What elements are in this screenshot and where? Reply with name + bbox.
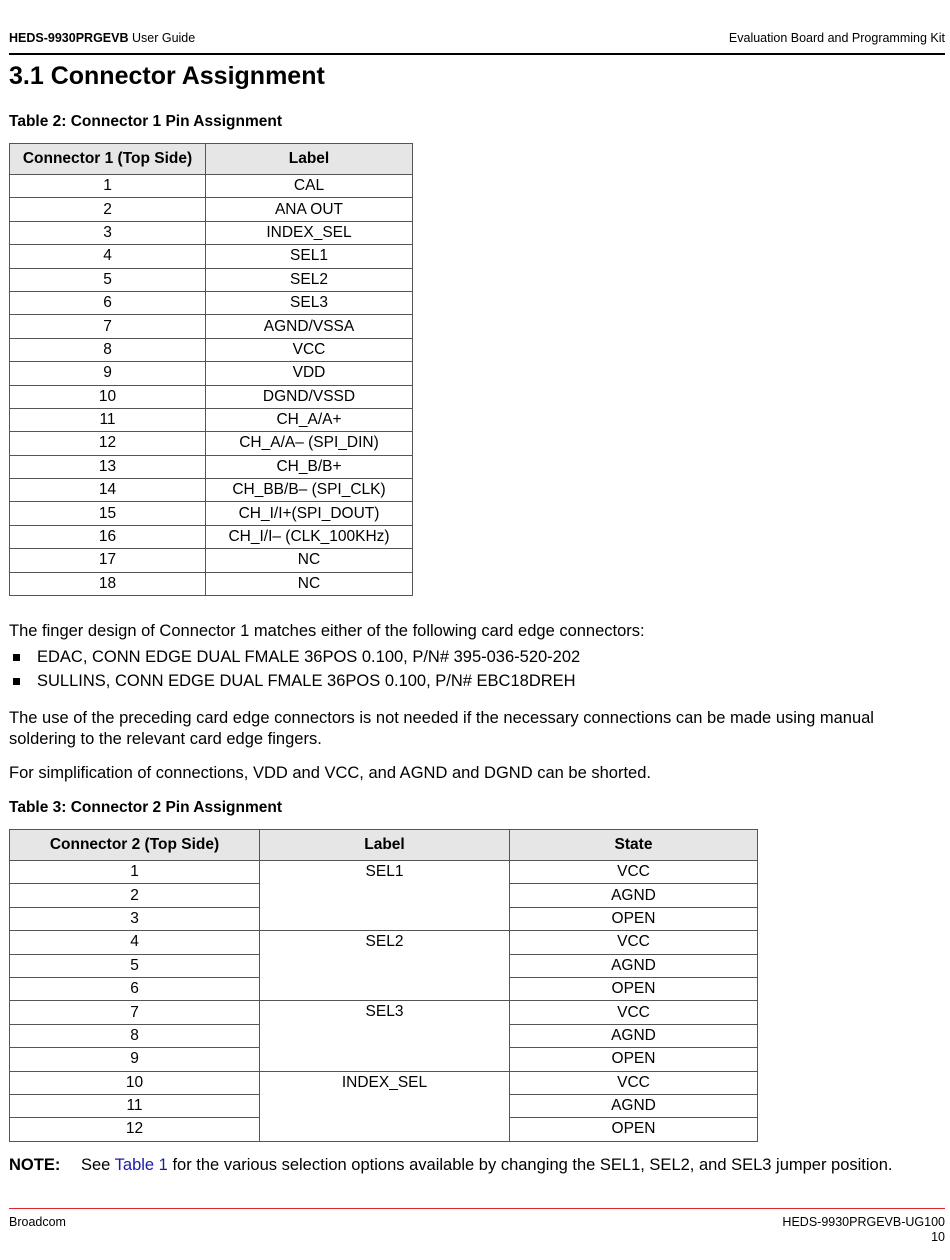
pin-number-cell: 10 <box>10 385 206 408</box>
pin-label-cell: INDEX_SEL <box>260 1071 510 1141</box>
pin-state-cell: OPEN <box>510 1048 758 1071</box>
pin-number-cell: 5 <box>10 954 260 977</box>
table-row <box>10 1001 758 1024</box>
table-row <box>10 175 413 198</box>
pin-label-cell: CH_I/I– (CLK_100KHz) <box>206 525 413 548</box>
footer-right <box>782 1215 945 1245</box>
pin-number-cell: 11 <box>10 408 206 431</box>
pin-number-cell: 6 <box>10 977 260 1000</box>
table3-caption: Table 3: Connector 2 Pin Assignment <box>9 799 283 816</box>
pin-number-cell: 9 <box>10 1048 260 1071</box>
pin-state-cell: OPEN <box>510 1118 758 1141</box>
pin-label-cell: VCC <box>206 338 413 361</box>
pin-number-cell: 13 <box>10 455 206 478</box>
pin-number-cell: 14 <box>10 479 206 502</box>
table-row <box>10 572 413 595</box>
pin-number-cell: 10 <box>10 1071 260 1094</box>
pin-label-cell: CH_A/A+ <box>206 408 413 431</box>
table-row <box>10 315 413 338</box>
pin-number-cell: 15 <box>10 502 206 525</box>
connector1-pin-table <box>9 143 413 596</box>
table3-header-label: Label <box>260 830 510 861</box>
pin-label-cell: ANA OUT <box>206 198 413 221</box>
pin-label-cell: SEL2 <box>260 931 510 1001</box>
note-text-pre: See <box>81 1156 115 1174</box>
pin-number-cell: 8 <box>10 1024 260 1047</box>
table-row <box>10 1071 758 1094</box>
pin-number-cell: 3 <box>10 221 206 244</box>
note-text-post: for the various selection options available by changing the SEL1, SEL2, and SEL3 jumper position. <box>167 1156 893 1174</box>
table-row <box>10 408 413 431</box>
pin-number-cell: 1 <box>10 175 206 198</box>
pin-state-cell: OPEN <box>510 907 758 930</box>
bullet-text: EDAC, CONN EDGE DUAL FMALE 36POS 0.100, P/N# 395-036-520-202 <box>37 648 581 666</box>
footer-company: Broadcom <box>9 1215 66 1229</box>
header-doc-id: HEDS-9930PRGEVB <box>9 31 129 45</box>
table-row <box>10 362 413 385</box>
pin-number-cell: 17 <box>10 549 206 572</box>
table-row <box>10 931 758 954</box>
table-row <box>10 502 413 525</box>
pin-number-cell: 11 <box>10 1094 260 1117</box>
bullet-square-icon <box>13 678 20 685</box>
pin-label-cell: NC <box>206 572 413 595</box>
table-row <box>10 549 413 572</box>
bullet-square-icon <box>13 654 20 661</box>
pin-number-cell: 4 <box>10 931 260 954</box>
bullet-item <box>9 669 580 693</box>
table3-header-state: State <box>510 830 758 861</box>
pin-state-cell: VCC <box>510 931 758 954</box>
table-row <box>10 268 413 291</box>
pin-state-cell: VCC <box>510 1071 758 1094</box>
pin-state-cell: AGND <box>510 954 758 977</box>
pin-state-cell: OPEN <box>510 977 758 1000</box>
pin-label-cell: CH_B/B+ <box>206 455 413 478</box>
table-row <box>10 525 413 548</box>
paragraph-simplification: For simplification of connections, VDD and VCC, and AGND and DGND can be shorted. <box>9 764 651 782</box>
header-right-title: Evaluation Board and Programming Kit <box>728 31 945 45</box>
table3-header-connector: Connector 2 (Top Side) <box>10 830 260 861</box>
pin-label-cell: SEL1 <box>260 861 510 931</box>
table-row <box>10 455 413 478</box>
pin-number-cell: 7 <box>10 1001 260 1024</box>
pin-label-cell: SEL1 <box>206 245 413 268</box>
paragraph-manual-soldering: The use of the preceding card edge connectors is not needed if the necessary connections can be made using manual soldering to the relevant card edge fingers. <box>9 709 874 748</box>
table1-link[interactable]: Table 1 <box>114 1156 168 1174</box>
table-row <box>10 479 413 502</box>
pin-number-cell: 3 <box>10 907 260 930</box>
pin-label-cell: AGND/VSSA <box>206 315 413 338</box>
footer-rule <box>9 1208 945 1209</box>
pin-number-cell: 2 <box>10 198 206 221</box>
pin-label-cell: SEL3 <box>206 291 413 314</box>
footer-doc-number: HEDS-9930PRGEVB-UG100 <box>782 1215 945 1229</box>
table-row <box>10 245 413 268</box>
pin-label-cell: CAL <box>206 175 413 198</box>
note-label: NOTE: <box>9 1156 61 1174</box>
pin-number-cell: 1 <box>10 861 260 884</box>
pin-label-cell: VDD <box>206 362 413 385</box>
bullet-text: SULLINS, CONN EDGE DUAL FMALE 36POS 0.100, P/N# EBC18DREH <box>37 672 576 690</box>
header-left <box>9 31 195 45</box>
pin-number-cell: 2 <box>10 884 260 907</box>
table-row <box>10 861 758 884</box>
pin-number-cell: 12 <box>10 432 206 455</box>
page-header <box>9 31 945 55</box>
table-row <box>10 198 413 221</box>
table-row <box>10 432 413 455</box>
paragraph-finger-design: The finger design of Connector 1 matches either of the following card edge connectors: <box>9 622 645 640</box>
pin-number-cell: 16 <box>10 525 206 548</box>
pin-label-cell: CH_I/I+(SPI_DOUT) <box>206 502 413 525</box>
page-number: 10 <box>931 1230 945 1244</box>
table-row <box>10 385 413 408</box>
pin-state-cell: VCC <box>510 1001 758 1024</box>
header-doc-type: User Guide <box>131 31 196 45</box>
pin-state-cell: AGND <box>510 884 758 907</box>
pin-number-cell: 4 <box>10 245 206 268</box>
section-title: 3.1 Connector Assignment <box>9 62 325 90</box>
pin-label-cell: DGND/VSSD <box>206 385 413 408</box>
pin-number-cell: 18 <box>10 572 206 595</box>
connector-bullet-list <box>9 645 580 693</box>
pin-label-cell: CH_A/A– (SPI_DIN) <box>206 432 413 455</box>
pin-label-cell: NC <box>206 549 413 572</box>
pin-number-cell: 7 <box>10 315 206 338</box>
pin-label-cell: SEL3 <box>260 1001 510 1071</box>
bullet-item <box>9 645 580 669</box>
pin-state-cell: VCC <box>510 861 758 884</box>
table2-caption: Table 2: Connector 1 Pin Assignment <box>9 113 283 130</box>
pin-state-cell: AGND <box>510 1094 758 1117</box>
pin-number-cell: 5 <box>10 268 206 291</box>
pin-label-cell: INDEX_SEL <box>206 221 413 244</box>
table2-header-label: Label <box>206 144 413 175</box>
table-row <box>10 291 413 314</box>
pin-state-cell: AGND <box>510 1024 758 1047</box>
pin-number-cell: 12 <box>10 1118 260 1141</box>
connector2-pin-table <box>9 829 758 1142</box>
pin-label-cell: SEL2 <box>206 268 413 291</box>
table-row <box>10 338 413 361</box>
pin-number-cell: 9 <box>10 362 206 385</box>
table-row <box>10 221 413 244</box>
table2-header-connector: Connector 1 (Top Side) <box>10 144 206 175</box>
pin-label-cell: CH_BB/B– (SPI_CLK) <box>206 479 413 502</box>
pin-number-cell: 8 <box>10 338 206 361</box>
pin-number-cell: 6 <box>10 291 206 314</box>
note <box>9 1156 893 1175</box>
